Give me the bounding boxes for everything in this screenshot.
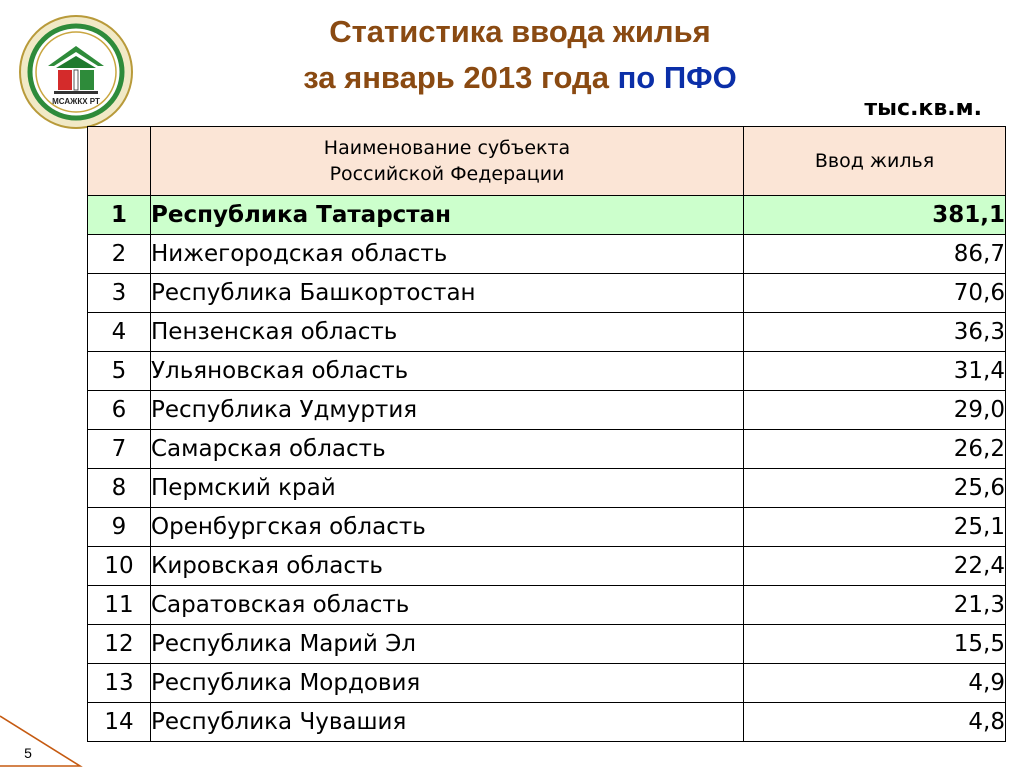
row-number: 12: [88, 625, 151, 664]
table-row: [88, 235, 1006, 274]
row-number: 3: [88, 274, 151, 313]
row-number: 1: [88, 196, 151, 235]
row-name: Нижегородская область: [151, 235, 744, 274]
table-row: [88, 391, 1006, 430]
header-name: [151, 127, 744, 196]
table-header-row: [88, 127, 1006, 196]
row-value: 21,3: [744, 586, 1006, 625]
row-number: 14: [88, 703, 151, 742]
row-value: 70,6: [744, 274, 1006, 313]
row-name: Пензенская область: [151, 313, 744, 352]
row-number: 7: [88, 430, 151, 469]
table-row: [88, 625, 1006, 664]
row-value: 31,4: [744, 352, 1006, 391]
row-name: Республика Мордовия: [151, 664, 744, 703]
header-value: Ввод жилья: [744, 127, 1006, 196]
header-name-line1: Наименование субъекта: [323, 137, 571, 159]
table-row: [88, 274, 1006, 313]
table-row: [88, 469, 1006, 508]
row-number: 5: [88, 352, 151, 391]
page-title-line1: Статистика ввода жилья: [329, 14, 711, 49]
row-number: 2: [88, 235, 151, 274]
row-name: Республика Башкортостан: [151, 274, 744, 313]
row-name: Самарская область: [151, 430, 744, 469]
row-value: 4,9: [744, 664, 1006, 703]
housing-table: [87, 126, 1006, 742]
row-number: 4: [88, 313, 151, 352]
row-name: Саратовская область: [151, 586, 744, 625]
row-name: Ульяновская область: [151, 352, 744, 391]
row-name: Пермский край: [151, 469, 744, 508]
slide-number: 5: [24, 745, 32, 761]
table-row: [88, 313, 1006, 352]
row-name: Республика Татарстан: [151, 196, 744, 235]
table-row: [88, 508, 1006, 547]
unit-label: тыс.кв.м.: [864, 96, 982, 121]
row-value: 29,0: [744, 391, 1006, 430]
row-number: 6: [88, 391, 151, 430]
header-name-line2: Российской Федерации: [329, 163, 565, 185]
table-row: [88, 352, 1006, 391]
row-number: 13: [88, 664, 151, 703]
row-value: 25,1: [744, 508, 1006, 547]
page-title-line2: [150, 60, 890, 96]
row-name: Оренбургская область: [151, 508, 744, 547]
table-row: [88, 703, 1006, 742]
row-number: 11: [88, 586, 151, 625]
row-value: 26,2: [744, 430, 1006, 469]
row-name: Республика Чувашия: [151, 703, 744, 742]
table-body: [88, 196, 1006, 742]
table-row: [88, 196, 1006, 235]
row-number: 10: [88, 547, 151, 586]
row-name: Кировская область: [151, 547, 744, 586]
title-prefix: за январь 2013 года: [303, 60, 618, 95]
table-row: [88, 586, 1006, 625]
table-row: [88, 547, 1006, 586]
title-highlight: по ПФО: [617, 60, 737, 95]
row-value: 25,6: [744, 469, 1006, 508]
row-value: 36,3: [744, 313, 1006, 352]
row-value: 15,5: [744, 625, 1006, 664]
row-value: 381,1: [744, 196, 1006, 235]
row-number: 9: [88, 508, 151, 547]
slide-number-marker: [0, 714, 84, 768]
row-value: 22,4: [744, 547, 1006, 586]
row-number: 8: [88, 469, 151, 508]
row-value: 86,7: [744, 235, 1006, 274]
row-name: Республика Удмуртия: [151, 391, 744, 430]
header-number: [88, 127, 151, 196]
ministry-logo: [18, 14, 134, 130]
logo-text: МСАЖКХ РТ: [52, 97, 100, 106]
table-row: [88, 664, 1006, 703]
table-row: [88, 430, 1006, 469]
row-name: Республика Марий Эл: [151, 625, 744, 664]
row-value: 4,8: [744, 703, 1006, 742]
